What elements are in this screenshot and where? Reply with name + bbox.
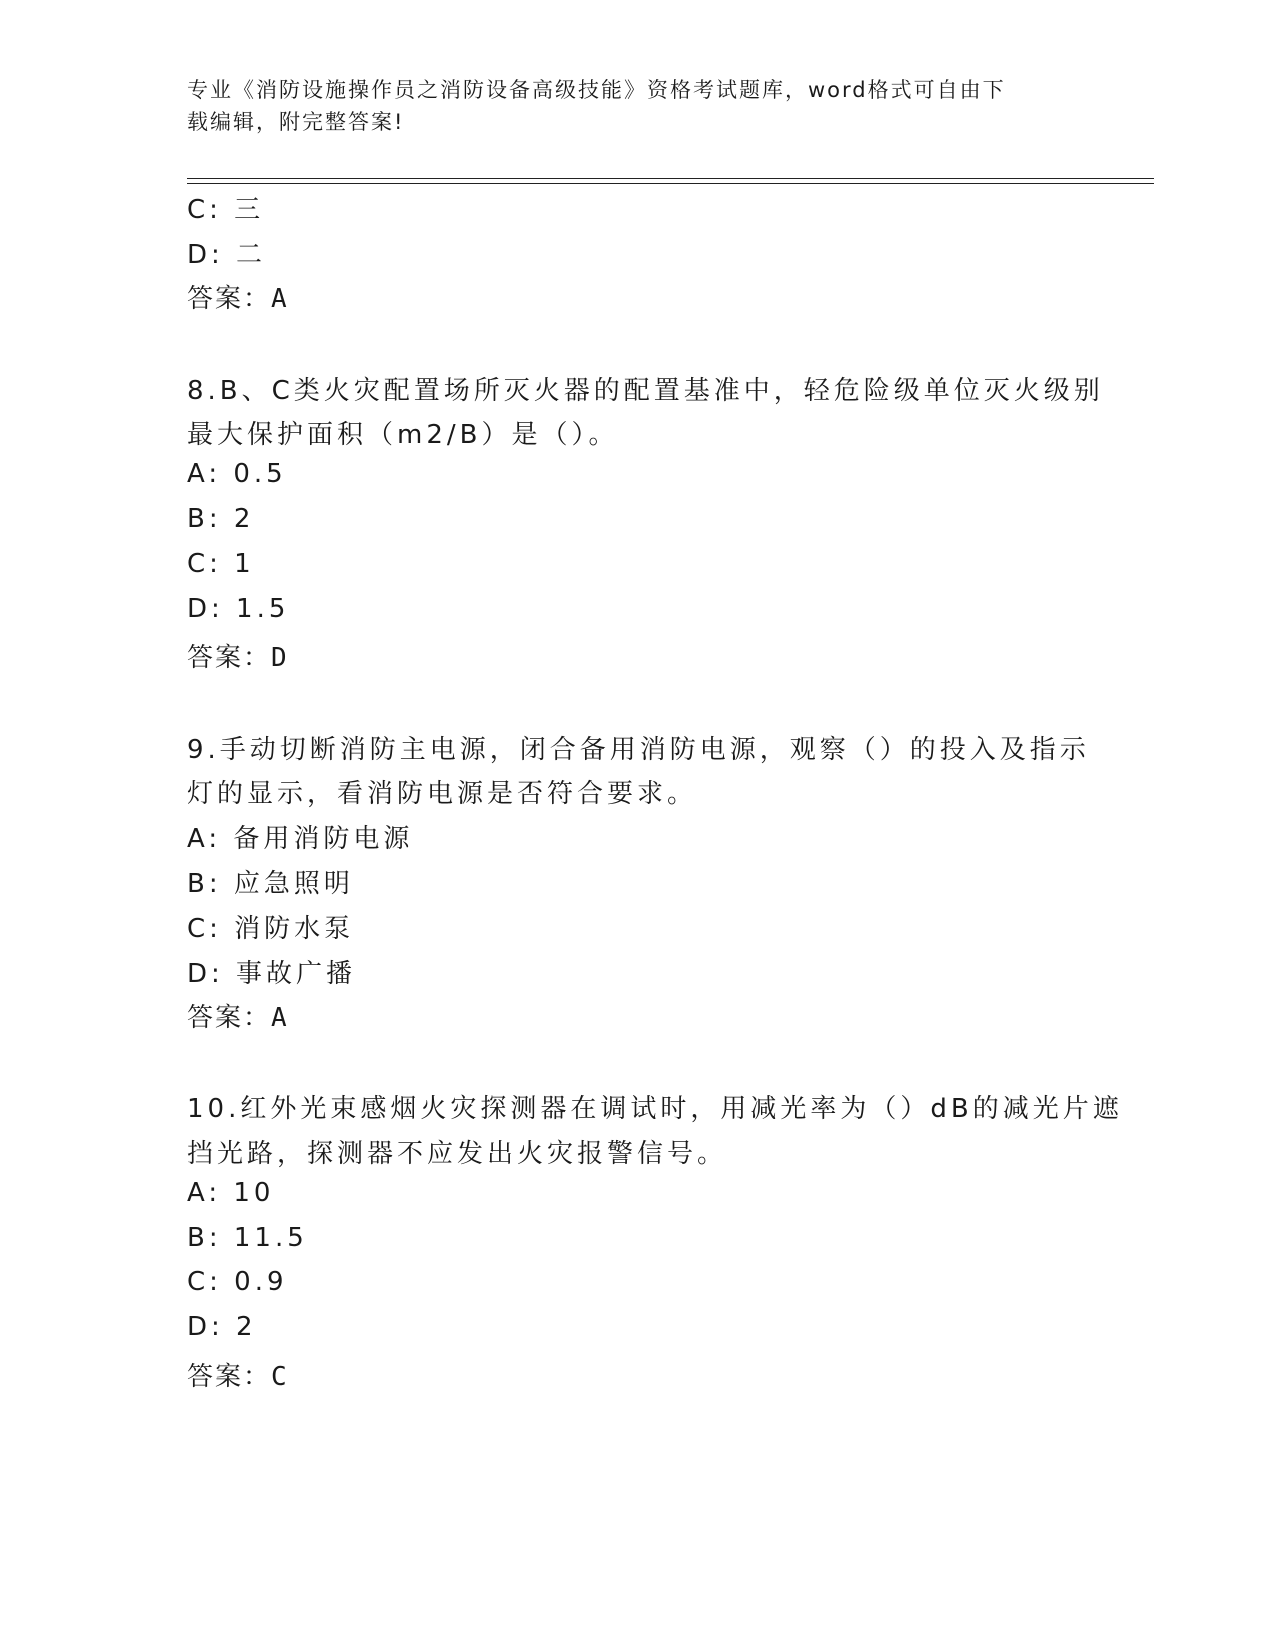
q9-option-a: A: 备用消防电源 bbox=[187, 824, 414, 854]
answer-value: D bbox=[271, 643, 287, 673]
q8-stem-line-2: 最大保护面积（m2/B）是（）。 bbox=[187, 420, 619, 450]
q8-option-c: C: 1 bbox=[187, 549, 255, 579]
q8-option-a: A: 0.5 bbox=[187, 459, 287, 489]
header-line-1: 专业《消防设施操作员之消防设备高级技能》资格考试题库，word格式可自由下 bbox=[187, 78, 1006, 102]
q9-stem-line-1: 9.手动切断消防主电源，闭合备用消防电源，观察（）的投入及指示 bbox=[187, 735, 1090, 765]
q10-stem-line-2: 挡光路，探测器不应发出火灾报警信号。 bbox=[187, 1139, 728, 1169]
q10-option-c: C: 0.9 bbox=[187, 1267, 288, 1297]
q9-option-d: D: 事故广播 bbox=[187, 959, 357, 989]
answer-label: 答案： bbox=[187, 1003, 272, 1033]
q9-option-c: C: 消防水泵 bbox=[187, 914, 355, 944]
q10-option-b: B: 11.5 bbox=[187, 1223, 308, 1253]
header-divider-bottom bbox=[187, 183, 1154, 184]
prev-option-d: D: 二 bbox=[187, 240, 267, 270]
answer-value: A bbox=[271, 1003, 287, 1033]
answer-label: 答案： bbox=[187, 643, 272, 673]
prev-answer bbox=[187, 278, 287, 315]
q10-option-a: A: 10 bbox=[187, 1178, 275, 1208]
header-line-2: 载编辑，附完整答案! bbox=[187, 110, 405, 134]
page-header bbox=[187, 74, 1067, 138]
q10-answer bbox=[187, 1356, 287, 1393]
q9-option-b: B: 应急照明 bbox=[187, 869, 354, 899]
answer-label: 答案： bbox=[187, 1362, 272, 1392]
q8-answer bbox=[187, 637, 287, 674]
q9-answer bbox=[187, 997, 287, 1034]
header-divider-top bbox=[187, 178, 1154, 179]
q10-option-d: D: 2 bbox=[187, 1312, 257, 1342]
q8-option-b: B: 2 bbox=[187, 504, 255, 534]
prev-option-c: C: 三 bbox=[187, 195, 265, 225]
answer-value: C bbox=[271, 1362, 287, 1392]
q8-stem-line-1: 8.B、C类火灾配置场所灭火器的配置基准中，轻危险级单位灭火级别 bbox=[187, 376, 1104, 406]
q10-stem-line-1: 10.红外光束感烟火灾探测器在调试时，用减光率为（）dB的减光片遮 bbox=[187, 1094, 1123, 1124]
answer-label: 答案： bbox=[187, 284, 272, 314]
q9-stem-line-2: 灯的显示，看消防电源是否符合要求。 bbox=[187, 779, 698, 809]
q8-option-d: D: 1.5 bbox=[187, 594, 290, 624]
answer-value: A bbox=[271, 284, 287, 314]
